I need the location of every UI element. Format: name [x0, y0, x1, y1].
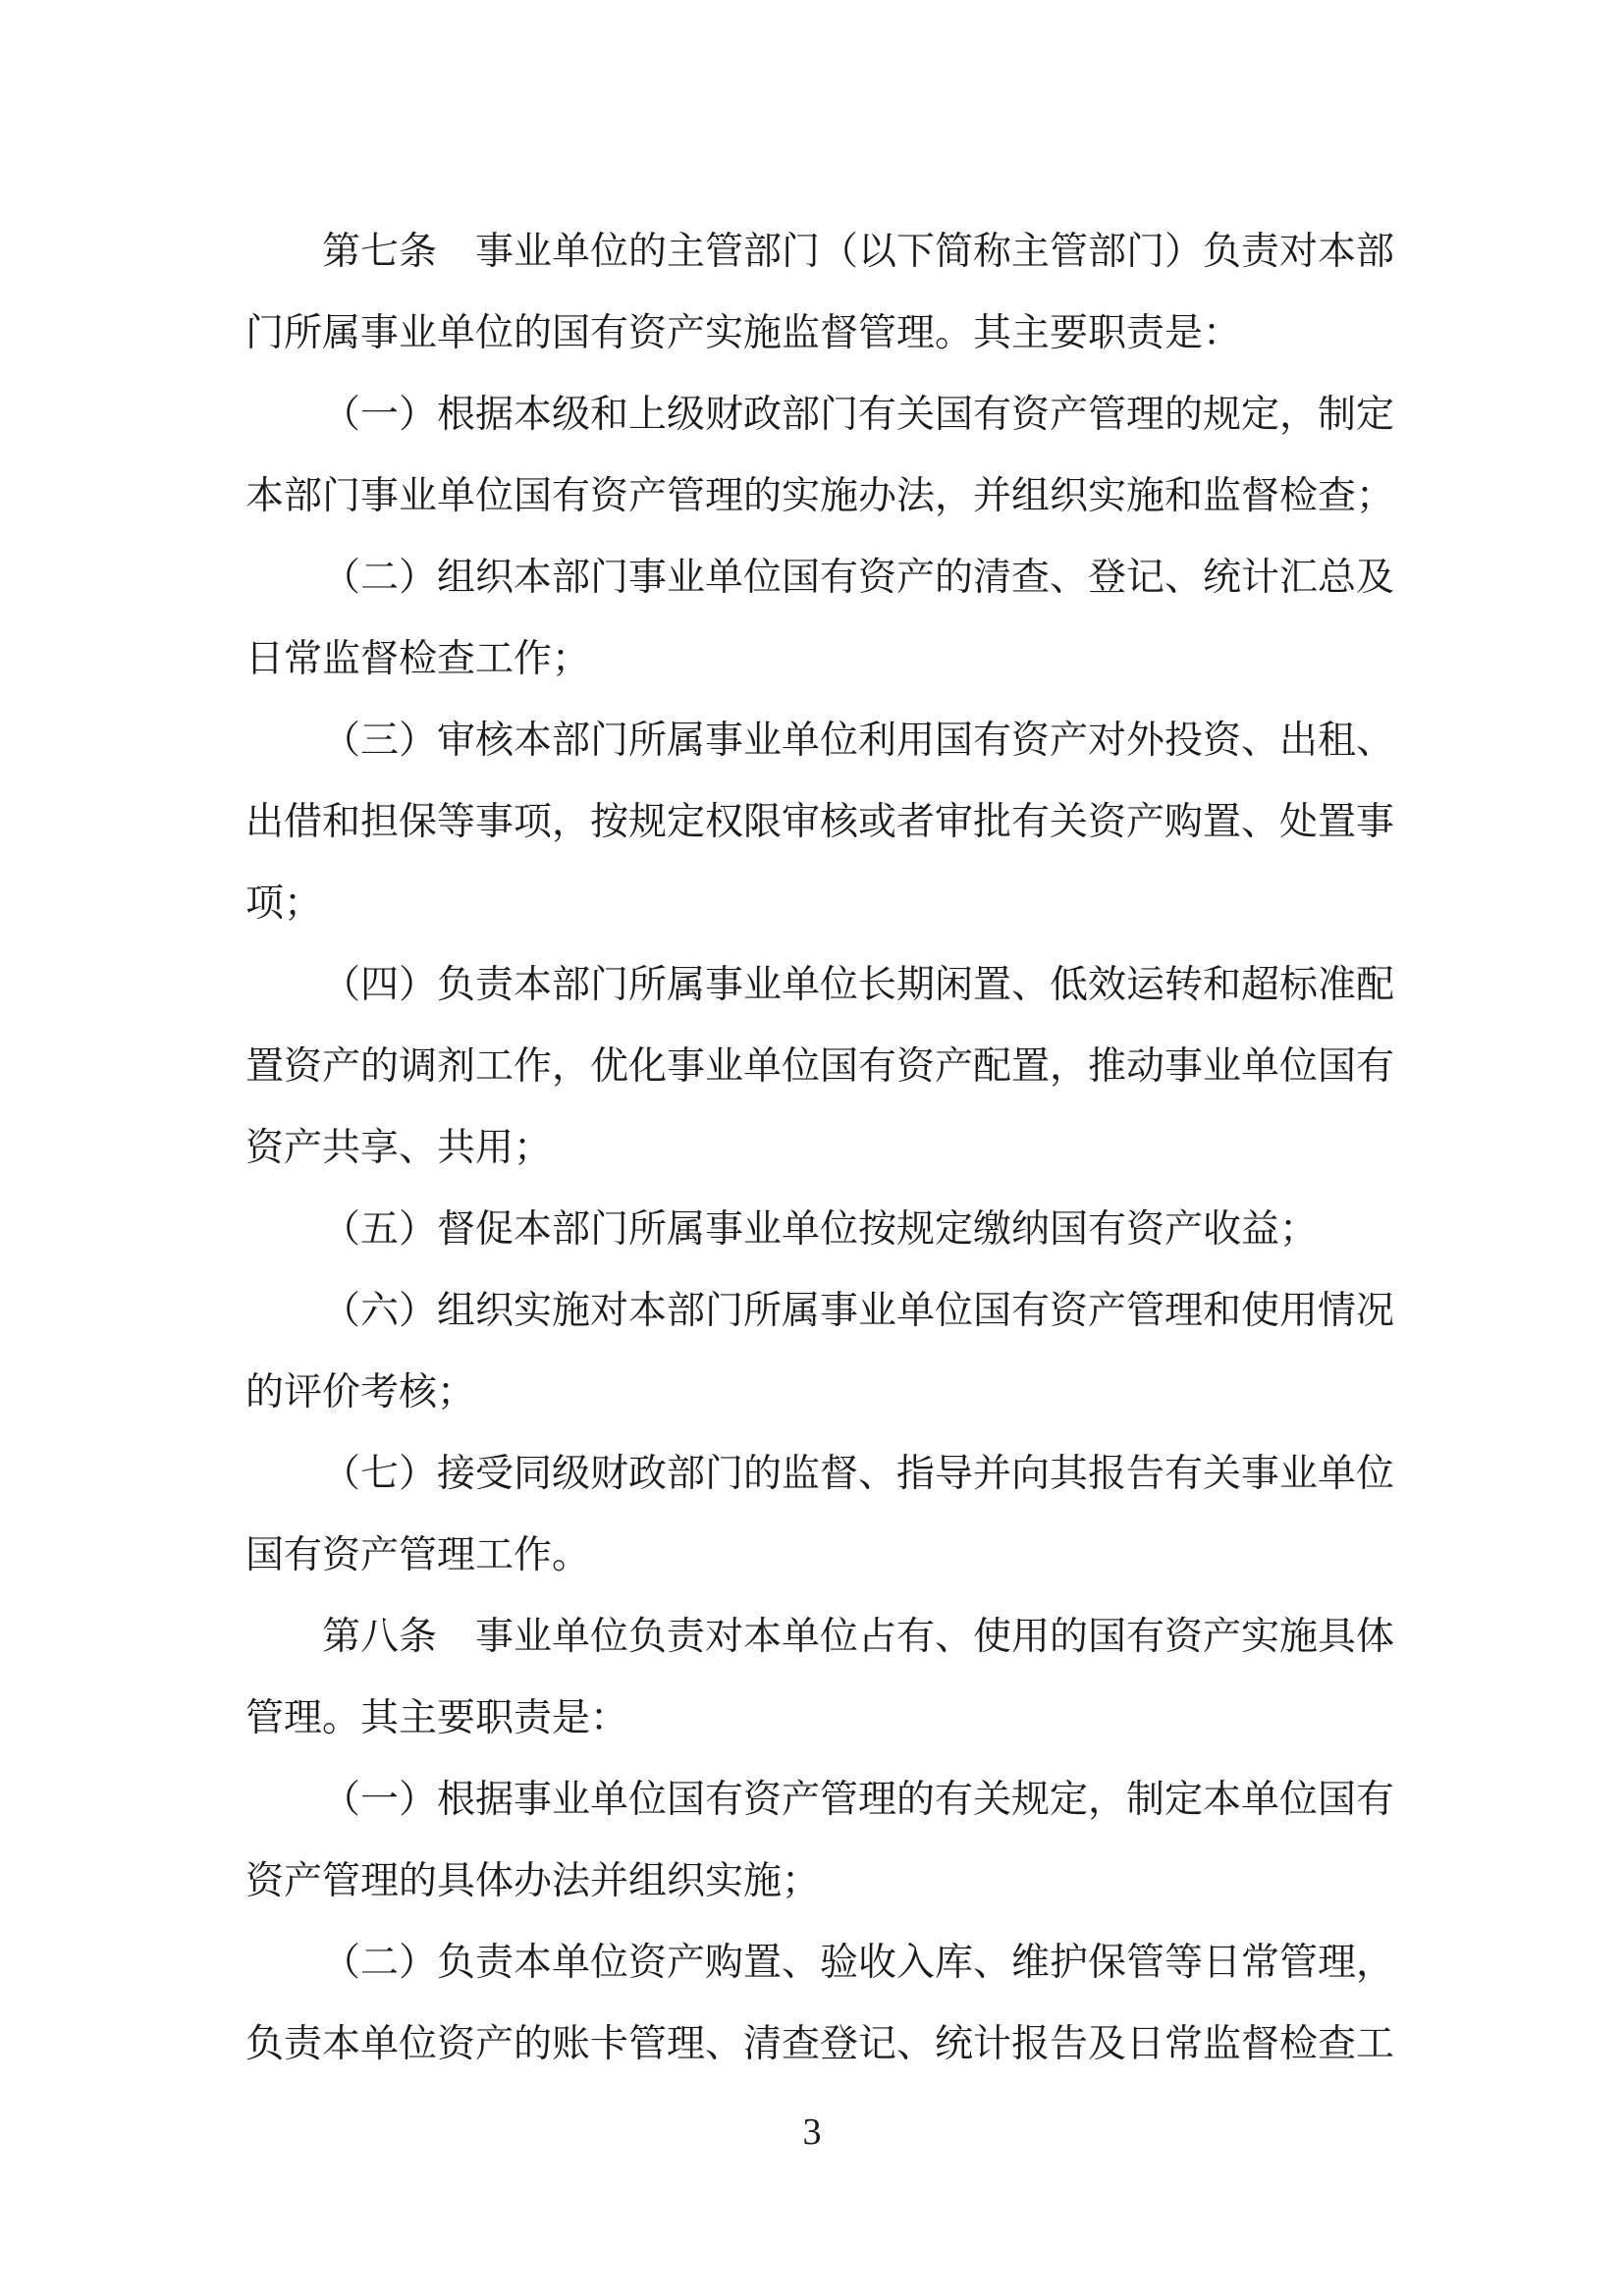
- paragraph: （五）督促本部门所属事业单位按规定缴纳国有资产收益；: [322, 1208, 1319, 1251]
- paragraph: 第八条 事业单位负责对本单位占有、使用的国有资产实施具体管理。其主要职责是：: [245, 1616, 1395, 1739]
- paragraph: （一）根据本级和上级财政部门有关国有资产管理的规定，制定本部门事业单位国有资产管理的实施办法，并组织实施和监督检查；: [245, 394, 1395, 517]
- paragraph: 第七条 事业单位的主管部门（以下简称主管部门）负责对本部门所属事业单位的国有资产实施监督管理。其主要职责是：: [245, 231, 1395, 354]
- paragraph: （六）组织实施对本部门所属事业单位国有资产管理和使用情况的评价考核；: [245, 1290, 1395, 1414]
- page-number: 3: [802, 2111, 822, 2153]
- page-footer: [0, 2110, 1624, 2156]
- document-body: [245, 211, 1394, 2085]
- paragraph: （二）负责本单位资产购置、验收入库、维护保管等日常管理，负责本单位资产的账卡管理、清查登记、统计报告及日常监督检查工: [245, 1942, 1395, 2065]
- paragraph: （七）接受同级财政部门的监督、指导并向其报告有关事业单位国有资产管理工作。: [245, 1453, 1395, 1576]
- paragraph: （三）审核本部门所属事业单位利用国有资产对外投资、出租、出借和担保等事项，按规定权限审核或者审批有关资产购置、处置事项；: [245, 720, 1395, 925]
- paragraph: （四）负责本部门所属事业单位长期闲置、低效运转和超标准配置资产的调剂工作，优化事业单位国有资产配置，推动事业单位国有资产共享、共用；: [245, 964, 1395, 1169]
- paragraph: （二）组织本部门事业单位国有资产的清查、登记、统计汇总及日常监督检查工作；: [245, 557, 1395, 680]
- paragraph: （一）根据事业单位国有资产管理的有关规定，制定本单位国有资产管理的具体办法并组织实施；: [245, 1779, 1395, 1902]
